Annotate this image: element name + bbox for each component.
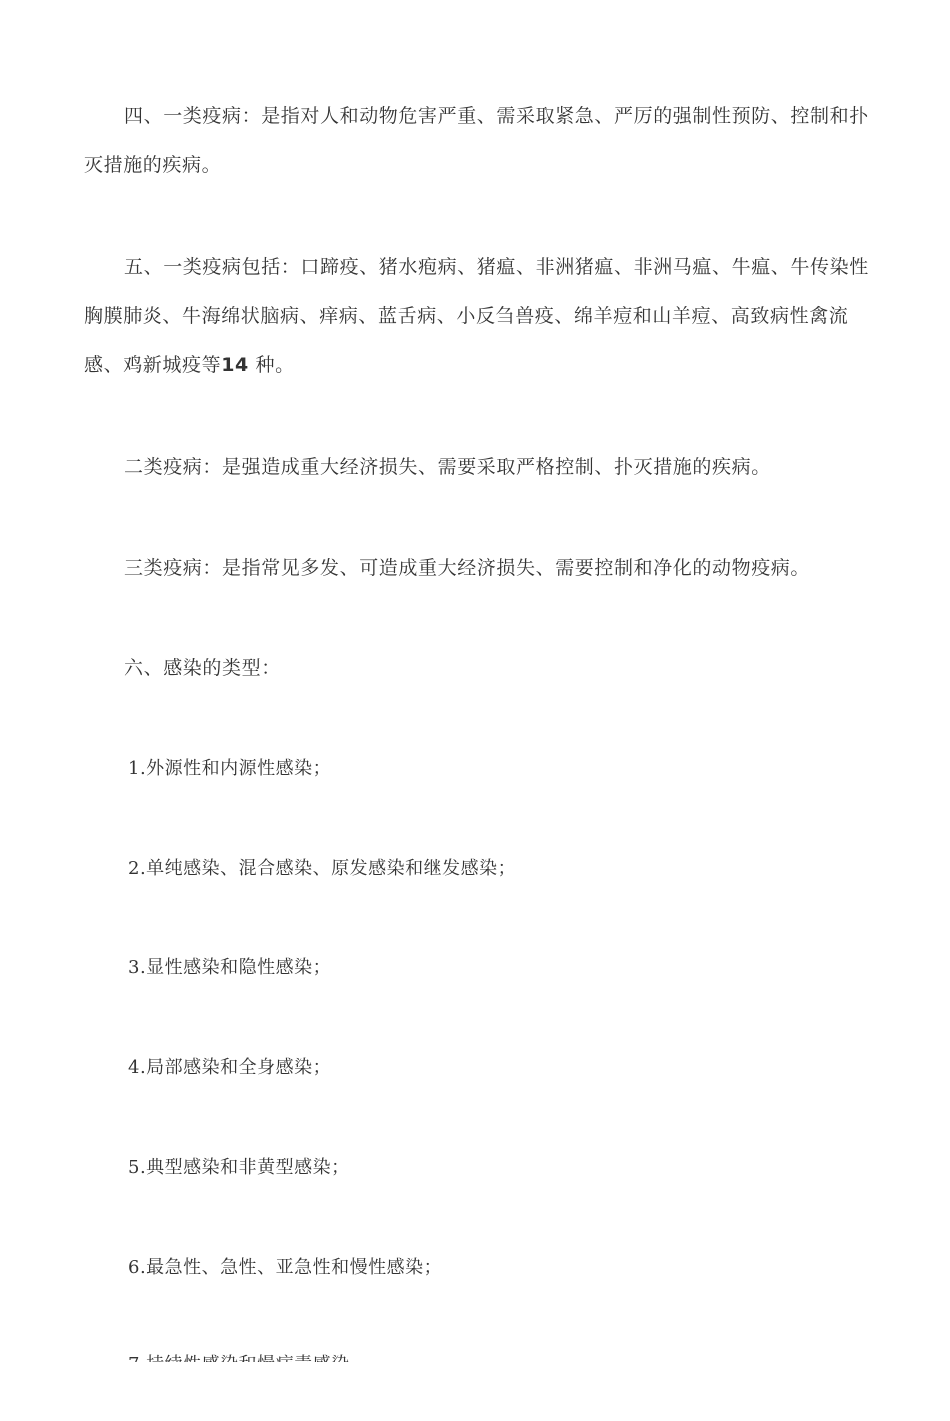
section-heading-infection-types — [84, 644, 874, 693]
paragraph-text: 二类疫病：是强造成重大经济损失、需要采取严格控制、扑灭措施的疾病。 — [124, 456, 771, 478]
paragraph-class2-definition — [84, 443, 874, 492]
list-item: 1.外源性和内源性感染； — [128, 758, 332, 779]
paragraph-class1-definition — [84, 92, 874, 190]
paragraph-text-end: 种。 — [248, 354, 295, 376]
paragraph-text: 三类疫病：是指常见多发、可造成重大经济损失、需要控制和净化的动物疫病。 — [124, 557, 811, 579]
list-item: 4.局部感染和全身感染； — [128, 1057, 332, 1078]
list-item: 3.显性感染和隐性感染； — [128, 957, 332, 978]
list-item: 2.单纯感染、混合感染、原发感染和继发感染； — [128, 858, 517, 879]
list-item: 5.典型感染和非黄型感染； — [128, 1157, 350, 1178]
paragraph-class3-definition — [84, 544, 874, 593]
heading-text: 六、感染的类型： — [124, 657, 281, 679]
page-cutoff-mask — [0, 1362, 950, 1421]
paragraph-text: 五、一类疫病包括：口蹄疫、猪水疱病、猪瘟、非洲猪瘟、非洲马瘟、牛瘟、牛传染性胸膜肺炎、牛海绵状脑病、痒病、蓝舌病、小反刍兽疫、绵羊痘和山羊痘、高致病性禽流感、鸡新城疫等 — [84, 256, 869, 376]
paragraph-class1-list — [84, 243, 874, 390]
list-item: 6.最急性、急性、亚急性和慢性感染； — [128, 1257, 443, 1278]
paragraph-text: 四、一类疫病：是指对人和动物危害严重、需采取紧急、严厉的强制性预防、控制和扑灭措施的疾病。 — [84, 105, 869, 176]
disease-count: 14 — [221, 354, 249, 376]
